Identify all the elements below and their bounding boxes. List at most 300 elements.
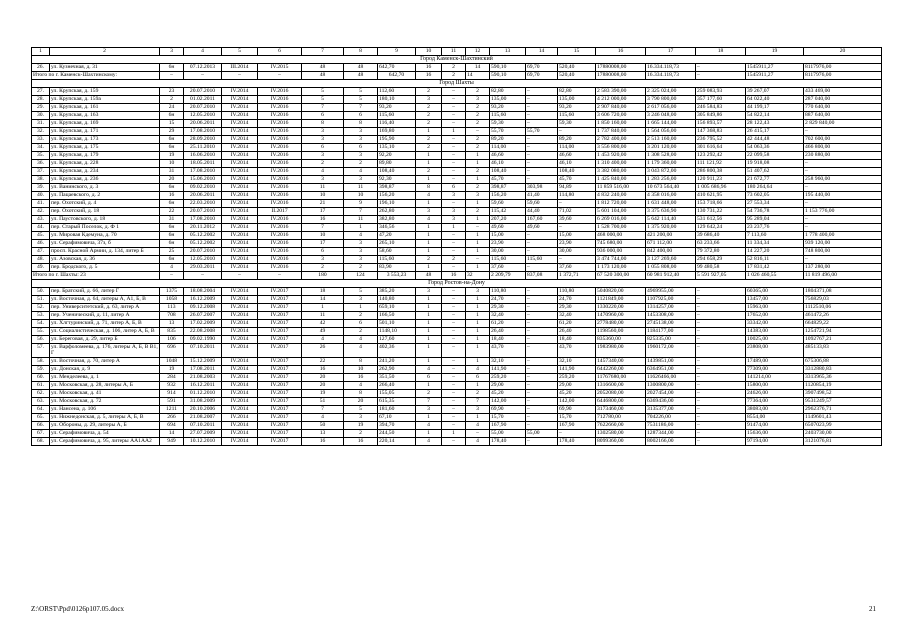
table-cell: 23,90 [558,240,596,248]
table-cell: 1 055 808,00 [646,264,696,272]
table-cell: 485133,83 [804,344,882,358]
table-cell: пер. Братский, д. 66, литер Г [50,288,160,296]
table-cell: 17652,00 [746,312,804,320]
table-cell: IV.2014 [222,128,258,136]
table-cell: 27.07.2009 [184,429,222,437]
table-cell: 49. [32,264,50,272]
table-cell: – [442,320,466,328]
table-cell: 3 [466,96,490,104]
table-cell: – [526,152,558,160]
table-cell: 20.07.2010 [184,208,222,216]
table-cell: 1 [466,160,490,168]
table-cell: 29,30 [558,304,596,312]
table-row [32,208,882,216]
total-cell: 14 [466,72,490,80]
table-cell: ул. Крупская, д. 163 [50,112,160,120]
table-cell: 13457,00 [746,296,804,304]
table-cell: 6364951,00 [646,365,696,373]
table-cell: ул. Крупская, д. 171 [50,128,160,136]
table-cell: 07.10.2011 [184,344,222,358]
table-cell: IV.2016 [258,104,302,112]
table-cell: IV.2014 [222,104,258,112]
table-cell: 63 233,66 [696,240,746,248]
table-cell: 54 822,14 [746,112,804,120]
table-cell: 1 [466,336,490,344]
table-cell: IV.2016 [258,192,302,200]
table-cell: 591 [160,397,184,405]
table-cell: 16 [416,64,442,72]
table-cell: 93,20 [490,104,526,112]
table-cell: 23 237,76 [746,224,804,232]
table-cell: 15,00 [558,232,596,240]
table-cell: – [442,136,466,144]
table-cell: IV.2014 [222,296,258,304]
table-cell: 3 606 720,00 [596,112,646,120]
table-cell: 939 120,00 [804,240,882,248]
table-cell: 10 [160,160,184,168]
table-cell: 2 [344,264,378,272]
table-cell: 1148,10 [378,328,416,336]
table-row [32,120,882,128]
table-cell: 79 372,80 [696,248,746,256]
table-cell: – [696,381,746,389]
table-cell: – [442,120,466,128]
table-cell: 1 [344,304,378,312]
table-cell: 2 [466,120,490,128]
table-cell: 2 [466,184,490,192]
table-row [32,357,882,365]
table-cell: 16.12.2009 [184,296,222,304]
table-row [32,389,882,397]
table-cell: IV.2016 [258,248,302,256]
table-cell: IV.2014 [222,216,258,224]
table-cell: 112,60 [378,88,416,96]
table-cell: 1092767,21 [804,336,882,344]
table-row [32,104,882,112]
table-cell: 461472,26 [804,312,882,320]
table-cell: 10.12.2010 [184,437,222,445]
table-cell: 1330220,00 [596,304,646,312]
table-cell: 31.08.2009 [184,397,222,405]
table-cell: IV.2016 [258,200,302,208]
table-cell: 664829,22 [804,320,882,328]
table-cell: 23,90 [490,240,526,248]
table-cell: ул. Азовская, д. 36 [50,256,160,264]
table-cell: IV.2017 [258,336,302,344]
table-cell: – [442,240,466,248]
document-file-path: Z:\ORST\Ppd\0126p107.05.docx [31,605,124,613]
table-cell: 115,42 [490,208,526,216]
table-cell: 110,80 [558,288,596,296]
table-cell: 22 [160,208,184,216]
table-cell: 108,40 [490,168,526,176]
table-cell: 59,30 [558,120,596,128]
table-row [32,312,882,320]
table-cell: 21.08.2007 [184,413,222,421]
table-cell: II.2017 [258,208,302,216]
table-cell: – [696,312,746,320]
column-number-cell: 13 [490,48,526,56]
table-cell: – [526,328,558,336]
table-cell: 1 [466,328,490,336]
table-cell: – [696,437,746,445]
city-section-header [32,56,882,64]
table-cell: IV.2017 [258,357,302,365]
table-cell: 949 [160,437,184,445]
table-cell: 2 [442,64,466,72]
table-cell: 114,00 [490,144,526,152]
table-cell: 7 [416,397,442,405]
table-cell: 67,10 [378,413,416,421]
table-cell: III.2014 [222,64,258,72]
table-cell: 659,10 [378,304,416,312]
table-cell: 3 375 636,90 [646,208,696,216]
table-cell: 13 [160,320,184,328]
table-cell: 14383,00 [746,328,804,336]
table-row [32,152,882,160]
table-cell: 41. [32,200,50,208]
table-cell: пер. Охотский, д. 4 [50,200,160,208]
table-cell: 18,40 [558,336,596,344]
table-cell: 15800,00 [746,381,804,389]
table-cell: 1121849,00 [596,296,646,304]
total-cell: 16.334.118,73 [646,72,696,80]
table-cell: 2 583 390,00 [596,88,646,96]
table-cell: 11 334,34 [746,240,804,248]
table-cell: 1804371,08 [804,288,882,296]
table-cell: IV.2017 [258,320,302,328]
table-row [32,288,882,296]
table-cell: – [466,429,490,437]
table-cell: 5 [302,88,344,96]
table-cell: 2 325 024,00 [646,88,696,96]
table-cell: IV.2017 [258,328,302,336]
table-cell: 9 [344,200,378,208]
table-cell: 46. [32,240,50,248]
table-row [32,136,882,144]
city-title: Город Каменск-Шахтинский [32,56,882,64]
table-cell: – [804,168,882,176]
table-cell: 3173460,00 [596,405,646,413]
table-cell: 26 415,17 [746,128,804,136]
table-cell: – [442,248,466,256]
table-cell: – [526,232,558,240]
table-cell: 17880008,00 [596,64,646,72]
table-cell: 262,80 [378,208,416,216]
table-cell: 7531186,00 [646,421,696,429]
table-cell: ул. Кузнечная, д. 31 [50,64,160,72]
table-cell: 708 [160,312,184,320]
table-cell: 1 564 056,00 [646,128,696,136]
table-cell: 196,10 [378,200,416,208]
table-cell: 259 083,93 [696,88,746,96]
table-cell: 4 [416,216,442,224]
table-cell: – [442,405,466,413]
table-cell: IV.2014 [222,144,258,152]
table-cell: – [804,224,882,232]
table-cell: 6 [302,248,344,256]
table-cell: 671 112,00 [646,240,696,248]
table-cell: 156,20 [490,192,526,200]
table-cell: 32,40 [558,312,596,320]
table-cell: IV.2014 [222,136,258,144]
table-cell: 1 [416,296,442,304]
table-cell: 120 911,23 [696,176,746,184]
table-cell: 17 831,42 [746,264,804,272]
table-cell: 137 280,00 [804,264,882,272]
table-cell: 31 [160,168,184,176]
table-cell: 51 407,62 [746,168,804,176]
table-cell: 07.10.2011 [184,421,222,429]
table-cell: 24626,00 [746,389,804,397]
table-cell: 936 000,00 [596,248,646,256]
table-cell: IV.2014 [222,413,258,421]
column-number-row [32,48,882,56]
table-cell: 6н [160,200,184,208]
city-title: Город Шахты [32,80,882,88]
table-row [32,240,882,248]
table-cell: пер. Охотский, д. 18 [50,208,160,216]
table-cell: 3 [416,208,442,216]
table-cell: 50. [32,288,50,296]
total-label: Итого по г. Каменск-Шахтинскому: [32,72,160,80]
table-cell: 46,60 [558,152,596,160]
table-cell: 116,40 [378,120,416,128]
table-cell: 5 [344,405,378,413]
table-cell: 357 177,60 [696,96,746,104]
table-cell: ул. Пацаевского, д. 2 [50,192,160,200]
table-cell: ул. Крупская, д. 161 [50,104,160,112]
table-cell: 266,40 [378,381,416,389]
table-cell: 2962376,71 [804,405,882,413]
table-cell: 20.07.2010 [184,104,222,112]
table-cell: 26,40 [490,328,526,336]
table-cell: 286 800,38 [696,168,746,176]
table-row [32,112,882,120]
table-cell: 10 [302,192,344,200]
table-cell: 115,60 [526,256,558,264]
total-cell: – [184,72,222,80]
table-cell: 6 269 016,00 [596,216,646,224]
table-cell: 16 [344,437,378,445]
table-cell: 1 [466,240,490,248]
table-row [32,88,882,96]
table-cell: 4 358 016,00 [646,192,696,200]
table-cell: 115,60 [490,112,526,120]
table-cell: 7622660,00 [596,421,646,429]
table-cell: 09.02.2010 [184,184,222,192]
table-cell: 1 [416,224,442,232]
table-cell: 20.07.2010 [184,88,222,96]
table-cell: 4 [302,413,344,421]
table-cell: 675306,88 [804,357,882,365]
table-cell: 15.12.2009 [184,357,222,365]
table-cell: ул. Московская, д. 72 [50,397,160,405]
table-cell: IV.2016 [258,112,302,120]
table-cell: IV.2014 [222,200,258,208]
table-cell: – [526,88,558,96]
table-cell: 887 640,00 [804,112,882,120]
table-cell: 54. [32,320,50,328]
column-number-cell: 18 [696,48,746,56]
table-cell: 64. [32,405,50,413]
table-cell: 6н [160,144,184,152]
table-cell: – [558,256,596,264]
table-cell: – [442,381,466,389]
table-cell: 44,40 [526,208,558,216]
table-cell: 59. [32,365,50,373]
table-cell: 932 [160,381,184,389]
table-cell: – [442,168,466,176]
table-cell: 1 [416,320,442,328]
table-cell: 2 617 056,00 [646,104,696,112]
table-cell: ул. Донская, д. 9 [50,365,160,373]
table-cell: ул. Ванинского, д. 3 [50,184,160,192]
total-cell: – [258,72,302,80]
table-cell: – [442,365,466,373]
table-cell: 1 [416,248,442,256]
table-cell: 31. [32,120,50,128]
table-cell: – [526,296,558,304]
table-cell: 67. [32,429,50,437]
total-cell: 5 591 927,05 [696,272,746,280]
table-cell: IV.2014 [222,224,258,232]
table-cell: 1 [466,320,490,328]
table-cell: 2 [416,136,442,144]
table-cell: 351,50 [378,373,416,381]
table-cell: 115,60 [558,112,596,120]
table-cell: 1 [416,344,442,358]
table-cell: 4 [466,437,490,445]
table-row [32,304,882,312]
table-cell: 7 [302,224,344,232]
city-section-header [32,80,882,88]
table-cell: ул. Нансена, д. 106 [50,405,160,413]
table-row [32,128,882,136]
table-cell: 2 [416,120,442,128]
table-cell: 167,60 [526,216,558,224]
table-cell: 13 [302,429,344,437]
table-cell: 1 173 120,00 [596,264,646,272]
table-cell: 1 005 686,96 [696,184,746,192]
table-cell: 2 829 840,00 [804,120,882,128]
table-cell: – [526,96,558,104]
table-cell: 3 [302,176,344,184]
table-cell: 45,70 [558,176,596,184]
table-cell: 49 [302,328,344,336]
table-cell: 303,98 [526,184,558,192]
table-cell: 6н [160,64,184,72]
table-cell: 17 [302,240,344,248]
table-cell: 19 [302,389,344,397]
table-cell: 2 [344,160,378,168]
table-cell: – [696,357,746,365]
table-cell: ул. Обороны, д. 29, литеры А, Б [50,421,160,429]
table-cell: 1375 [160,288,184,296]
table-cell: – [442,200,466,208]
table-cell: 1 850 160,00 [596,120,646,128]
table-cell: 712780,00 [596,413,646,421]
table-cell: 3 [416,96,442,104]
table-cell: 32,40 [490,312,526,320]
table-cell: 6 [302,144,344,152]
table-cell: 16 [302,437,344,445]
table-cell: – [526,357,558,365]
table-cell: 9531249,57 [804,397,882,405]
table-cell: 19 918,08 [746,160,804,168]
table-cell: 93,20 [378,104,416,112]
table-cell: 24,70 [558,296,596,304]
table-cell: 3 [466,288,490,296]
table-cell: IV.2014 [222,365,258,373]
city-section-header [32,280,882,288]
table-cell: 207,20 [490,216,526,224]
table-cell: – [442,413,466,421]
table-cell: 09.12.2008 [184,304,222,312]
table-cell: 135,10 [378,144,416,152]
table-cell: 29,30 [490,304,526,312]
table-cell: 166,50 [378,312,416,320]
table-cell: 20.11.2012 [184,224,222,232]
table-cell: 27 553,34 [746,200,804,208]
table-cell: – [804,216,882,224]
table-cell: 195,90 [378,136,416,144]
table-cell: 2 [160,96,184,104]
table-cell: 25 [160,248,184,256]
table-cell: 26 [302,344,344,358]
table-cell: просп. Красной Армии, д. 134, литер Б [50,248,160,256]
table-cell: 82,80 [558,88,596,96]
table-cell: 51. [32,296,50,304]
table-cell: 156 893,57 [696,120,746,128]
table-cell: IV.2016 [258,224,302,232]
table-cell: 1048 [160,357,184,365]
table-cell: 3 246 048,00 [646,112,696,120]
table-cell: 5 [344,96,378,104]
table-cell: IV.2017 [258,312,302,320]
table-cell: 3 [302,152,344,160]
table-cell: 3 [442,192,466,200]
table-cell: 1316600,00 [596,381,646,389]
table-cell: 60. [32,373,50,381]
table-cell: 18 [302,288,344,296]
table-cell: 1 [442,128,466,136]
total-cell: 69,70 [526,72,558,80]
table-cell: IV.2014 [222,232,258,240]
table-cell: – [804,256,882,264]
table-cell: 220,14 [378,437,416,445]
table-cell: 259,20 [558,373,596,381]
table-cell: 3 [466,405,490,413]
table-cell: – [558,429,596,437]
table-cell: 3 [344,240,378,248]
table-cell: 62. [32,389,50,397]
table-cell: 1 631 448,00 [646,200,696,208]
table-cell: IV.2017 [258,373,302,381]
table-cell: – [696,336,746,344]
table-row [32,192,882,200]
table-row [32,365,882,373]
table-cell: 1 [466,304,490,312]
table-cell: 8 [344,389,378,397]
table-cell: IV.2014 [222,264,258,272]
table-row [32,328,882,336]
table-cell: ул. Серафимовича, д. 54 [50,429,160,437]
table-cell: 24 [160,104,184,112]
table-cell: 694 [160,421,184,429]
total-cell: 642,70 [378,72,416,80]
table-cell: ул. Крупская, д. 173 [50,136,160,144]
